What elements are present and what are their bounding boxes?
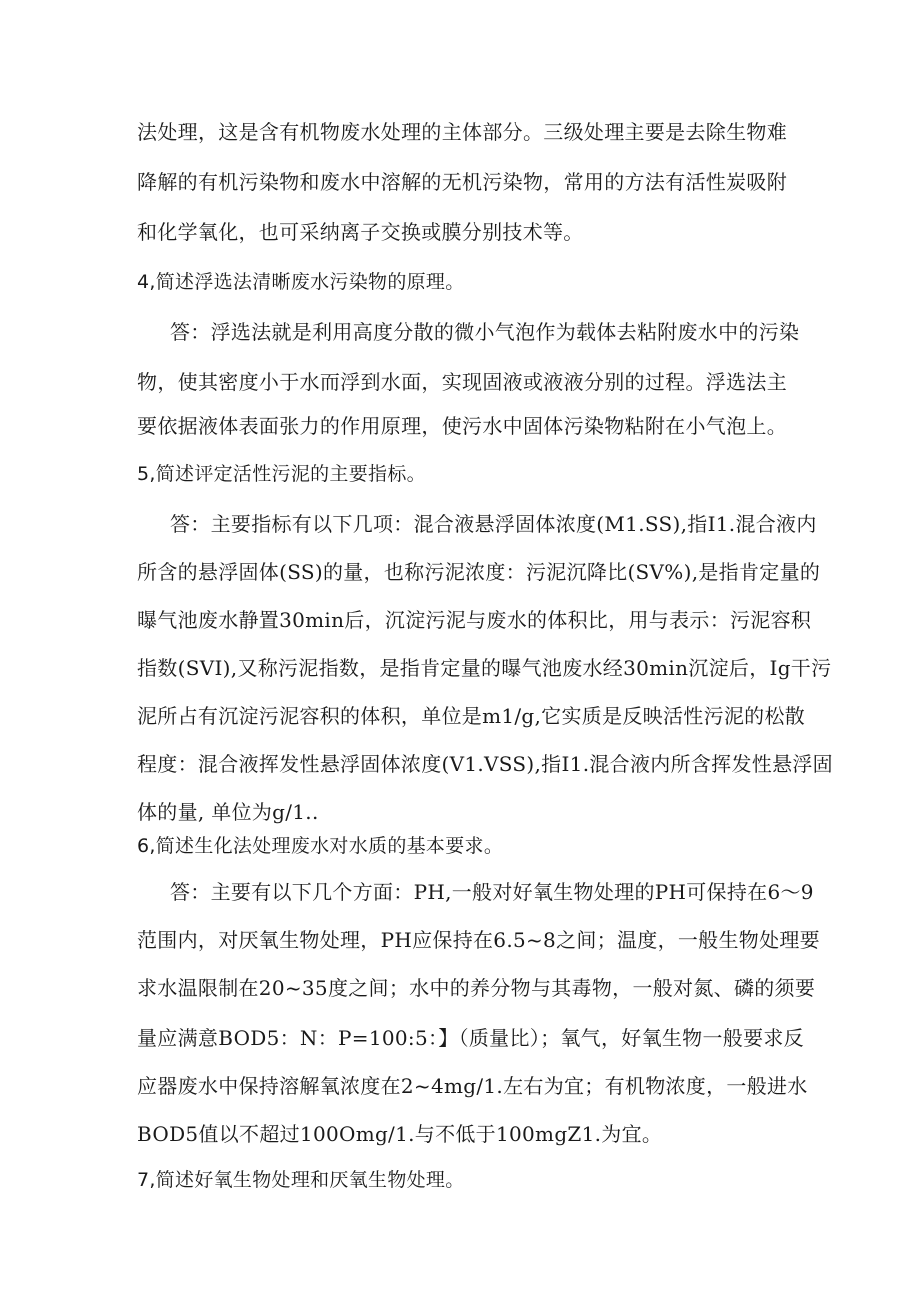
- question-6-answer-line-4: 量应满意BOD5：N：P=100:5：】（质量比）；氧气，好氧生物一般要求反: [137, 1026, 804, 1050]
- question-6-title: 6,简述生化法处理废水对水质的基本要求。: [137, 835, 504, 857]
- question-6-answer-line-2: 范围内，对厌氧生物处理，PH应保持在6.5~8之间；温度，一般生物处理要: [137, 928, 820, 952]
- question-5-answer-line-6: 程度：混合液挥发性悬浮固体浓度(V1.VSS),指I1.混合液内所含挥发性悬浮固: [137, 752, 833, 776]
- question-5-answer-line-7: 体的量, 单位为g∕1..: [137, 800, 319, 824]
- question-4-title: 4,简述浮选法清晰废水污染物的原理。: [137, 271, 465, 293]
- paragraph-1-line-3: 和化学氧化，也可采纳离子交换或膜分别技术等。: [137, 220, 584, 244]
- question-7-title: 7,简述好氧生物处理和厌氧生物处理。: [137, 1169, 465, 1191]
- question-4-answer-line-2: 物，使其密度小于水而浮到水面，实现固液或液液分别的过程。浮选法主: [137, 370, 787, 394]
- question-5-answer-line-1: 答：主要指标有以下几项：混合液悬浮固体浓度(M1.SS),指I1.混合液内: [170, 512, 817, 536]
- paragraph-1-line-1: 法处理，这是含有机物废水处理的主体部分。三级处理主要是去除生物难: [137, 120, 787, 144]
- question-6-answer-line-3: 求水温限制在20~35度之间；水中的养分物与其毒物，一般对氮、磷的须要: [137, 976, 816, 1000]
- question-6-answer-line-6: BOD5值以不超过100Omg/1.与不低于100mgZ1.为宜。: [137, 1122, 663, 1146]
- question-5-answer-line-2: 所含的悬浮固体(SS)的量，也称污泥浓度：污泥沉降比(SV%),是指肯定量的: [137, 560, 821, 584]
- question-4-answer-line-3: 要依据液体表面张力的作用原理，使污水中固体污染物粘附在小气泡上。: [137, 414, 787, 438]
- question-5-answer-line-5: 泥所占有沉淀污泥容积的体积，单位是m1∕g,它实质是反映活性污泥的松散: [137, 704, 806, 728]
- question-5-answer-line-3: 曝气池废水静置30min后，沉淀污泥与废水的体积比，用与表示：污泥容积: [137, 608, 812, 632]
- paragraph-1-line-2: 降解的有机污染物和废水中溶解的无机污染物，常用的方法有活性炭吸附: [137, 170, 787, 194]
- question-5-title: 5,简述评定活性污泥的主要指标。: [137, 463, 426, 485]
- question-4-answer-line-1: 答：浮选法就是利用高度分散的微小气泡作为载体去粘附废水中的污染: [170, 320, 800, 344]
- question-5-answer-line-4: 指数(SVI),又称污泥指数，是指肯定量的曝气池废水经30min沉淀后，Ig干污: [137, 656, 832, 680]
- question-6-answer-line-5: 应器废水中保持溶解氧浓度在2~4mg∕1.左右为宜；有机物浓度，一般进水: [137, 1074, 808, 1098]
- question-6-answer-line-1: 答：主要有以下几个方面：PH,一般对好氧生物处理的PH可保持在6〜9: [170, 880, 814, 904]
